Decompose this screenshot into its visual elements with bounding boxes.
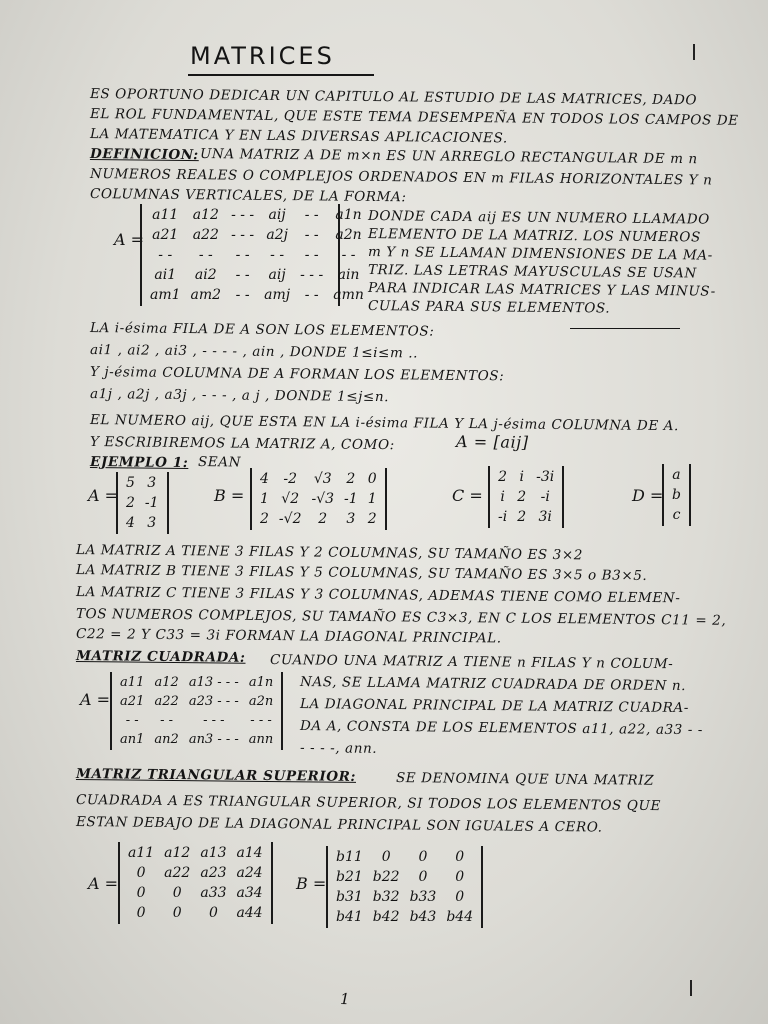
- matrix-cell: - -: [198, 247, 213, 263]
- stray-line: [570, 328, 680, 329]
- matrix-cell: 2: [346, 471, 356, 487]
- matrix-cell: ann: [248, 732, 274, 747]
- matrix-cell: 2: [367, 511, 377, 527]
- square-matrix-heading: MATRIZ CUADRADA:: [75, 648, 246, 666]
- definition-side-line: ELEMENTO DE LA MATRIZ. LOS NUMEROS: [367, 226, 701, 246]
- matrix-label: A =: [114, 230, 145, 249]
- column-elements: a1j , a2j , a3j , - - - , a j , DONDE 1≤j≤n.: [89, 386, 390, 406]
- matrix-cell: - -: [304, 247, 319, 263]
- example-text-line: LA MATRIZ A TIENE 3 FILAS Y 2 COLUMNAS, SU TAMAÑO ES 3×2: [75, 542, 584, 564]
- matrix-cell: ai2: [194, 267, 217, 283]
- matrix-cell: - -: [235, 287, 250, 303]
- matrix-cell: a11: [120, 675, 145, 690]
- upper-triangular-matrix-a: [118, 842, 273, 924]
- matrix-cell: - - -: [300, 267, 324, 283]
- matrix-cell: am2: [190, 287, 222, 303]
- matrix-b-label: B =: [214, 486, 245, 505]
- square-matrix-side: - - - -, ann.: [299, 740, 378, 757]
- matrix-cell: a44: [236, 905, 263, 921]
- matrix-cell: a34: [236, 885, 263, 901]
- matrix-cell: 0: [381, 849, 391, 865]
- matrix-cell: -i: [540, 489, 550, 505]
- matrix-cell: 1: [260, 491, 269, 507]
- matrix-cell: b42: [372, 909, 400, 925]
- triangular-line: SE DENOMINA QUE UNA MATRIZ: [395, 770, 655, 789]
- matrix-cell: b44: [446, 909, 474, 925]
- example-text-line: LA MATRIZ C TIENE 3 FILAS Y 3 COLUMNAS, ADEMAS TIENE COMO ELEMEN-: [75, 584, 681, 607]
- matrix-cell: b33: [409, 889, 437, 905]
- matrix-cell: - -: [235, 267, 250, 283]
- matrix-cell: b11: [336, 849, 363, 865]
- definition-line: COLUMNAS VERTICALES, DE LA FORMA:: [89, 186, 407, 206]
- matrix-cell: b31: [336, 889, 363, 905]
- matrix-cell: -1: [144, 495, 159, 511]
- matrix-cell: - -: [158, 247, 173, 263]
- square-matrix: [110, 672, 283, 750]
- matrix-cell: aij: [268, 207, 286, 223]
- matrix-cell: - -: [235, 247, 250, 263]
- margin-mark: [693, 44, 695, 60]
- matrix-cell: 0: [172, 885, 182, 901]
- matrix-cell: 0: [455, 849, 465, 865]
- example-sean: SEAN: [197, 454, 242, 471]
- square-matrix-label: A =: [80, 690, 111, 709]
- definition-side-line: PARA INDICAR LAS MATRICES Y LAS MINUS-: [367, 280, 716, 300]
- matrix-cell: -3i: [536, 469, 555, 485]
- matrix-cell: ain: [337, 267, 360, 283]
- matrix-cell: 0: [367, 471, 377, 487]
- intro-line: EL ROL FUNDAMENTAL, QUE ESTE TEMA DESEMPEÑA EN TODOS LOS CAMPOS DE: [89, 106, 739, 129]
- definition-line: NUMEROS REALES O COMPLEJOS ORDENADOS EN m FILAS HORIZONTALES Y n: [89, 166, 713, 189]
- matrix-cell: -√3: [311, 491, 335, 507]
- matrix-cell: 4: [260, 471, 269, 487]
- matrix-cell: a23 - - -: [188, 694, 239, 709]
- matrix-cell: a12: [154, 675, 179, 690]
- row-elements: ai1 , ai2 , ai3 , - - - - , ain , DONDE 1≤i≤m ..: [89, 342, 419, 362]
- matrix-cell: a: [672, 467, 681, 483]
- column-description: Y j-ésima COLUMNA DE A FORMAN LOS ELEMENTOS:: [89, 364, 505, 385]
- element-description: EL NUMERO aij, QUE ESTA EN LA i-ésima FILA Y LA j-ésima COLUMNA DE A.: [89, 412, 680, 435]
- matrix-cell: - -: [125, 713, 139, 728]
- example-matrix-d: [662, 464, 691, 526]
- definition-side-line: TRIZ. LAS LETRAS MAYUSCULAS SE USAN: [367, 262, 697, 282]
- triangular-line: CUADRADA A ES TRIANGULAR SUPERIOR, SI TODOS LOS ELEMENTOS QUE: [75, 792, 662, 815]
- matrix-cell: a33: [200, 885, 227, 901]
- matrix-cell: a12: [164, 845, 191, 861]
- matrix-notation: A = [aij]: [455, 432, 529, 452]
- intro-line: LA MATEMATICA Y EN LAS DIVERSAS APLICACIONES.: [89, 126, 508, 147]
- matrix-cell: a22: [192, 227, 219, 243]
- matrix-cell: 0: [136, 905, 146, 921]
- matrix-cell: a24: [236, 865, 263, 881]
- triangular-matrix-b: [326, 846, 483, 928]
- matrix-cell: a2j: [266, 227, 288, 243]
- example-text-line: TOS NUMEROS COMPLEJOS, SU TAMAÑO ES C3×3, EN C LOS ELEMENTOS C11 = 2,: [75, 606, 727, 629]
- square-matrix-side: NAS, SE LLAMA MATRIZ CUADRADA DE ORDEN n.: [299, 674, 687, 695]
- general-matrix: [140, 204, 364, 306]
- matrix-cell: a21: [120, 694, 145, 709]
- matrix-cell: a12: [192, 207, 219, 223]
- matrix-cell: a11: [152, 207, 179, 223]
- matrix-cell: an3 - - -: [188, 732, 239, 747]
- matrix-c-label: C =: [452, 486, 483, 505]
- matrix-cell: aij: [268, 267, 286, 283]
- matrix-cell: i: [519, 469, 524, 485]
- matrix-cell: ai1: [154, 267, 177, 283]
- matrix-cell: 0: [136, 885, 146, 901]
- matrix-cell: b43: [409, 909, 437, 925]
- example-matrix-b: [250, 468, 387, 530]
- matrix-cell: a22: [154, 694, 179, 709]
- matrix-cell: 0: [172, 905, 182, 921]
- matrix-cell: 0: [455, 889, 465, 905]
- matrix-a-label: A =: [88, 486, 119, 505]
- matrix-cell: 4: [126, 515, 135, 531]
- matrix-cell: 3i: [538, 509, 552, 525]
- matrix-d-label: D =: [632, 486, 664, 505]
- matrix-cell: b41: [336, 909, 363, 925]
- matrix-cell: 0: [455, 869, 465, 885]
- matrix-cell: b21: [336, 869, 363, 885]
- matrix-cell: a2n: [335, 227, 362, 243]
- definition-line: UNA MATRIZ A DE m×n ES UN ARREGLO RECTANGULAR DE m n: [199, 146, 698, 168]
- matrix-cell: a14: [236, 845, 263, 861]
- definition-side-line: m Y n SE LLAMAN DIMENSIONES DE LA MA-: [367, 244, 713, 264]
- matrix-cell: - -: [341, 247, 356, 263]
- matrix-cell: 0: [418, 869, 428, 885]
- matrix-cell: 3: [346, 511, 356, 527]
- matrix-cell: √2: [281, 491, 300, 507]
- matrix-cell: 2: [517, 489, 527, 505]
- matrix-cell: 3: [147, 475, 157, 491]
- example-heading: EJEMPLO 1:: [89, 454, 189, 472]
- triangular-line: ESTAN DEBAJO DE LA DIAGONAL PRINCIPAL SON IGUALES A CERO.: [75, 814, 603, 836]
- matrix-cell: - -: [304, 287, 319, 303]
- matrix-cell: am1: [150, 287, 181, 303]
- example-matrix-a: [116, 472, 169, 534]
- matrix-cell: 2: [498, 469, 508, 485]
- matrix-cell: -1: [344, 491, 358, 507]
- matrix-cell: a22: [164, 865, 191, 881]
- triangular-a-label: A =: [88, 874, 119, 893]
- matrix-cell: -i: [498, 509, 508, 525]
- margin-mark: [690, 980, 692, 996]
- matrix-cell: i: [500, 489, 505, 505]
- matrix-cell: 5: [126, 475, 135, 491]
- definition-side-line: CULAS PARA SUS ELEMENTOS.: [367, 298, 611, 317]
- page-title: MATRICES: [190, 42, 335, 70]
- row-description: LA i-ésima FILA DE A SON LOS ELEMENTOS:: [89, 320, 435, 340]
- notation-intro: Y ESCRIBIREMOS LA MATRIZ A, COMO:: [89, 434, 395, 454]
- matrix-cell: a13 - - -: [188, 675, 239, 690]
- matrix-cell: 3: [147, 515, 157, 531]
- matrix-cell: 2: [517, 509, 527, 525]
- matrix-cell: 2: [318, 511, 328, 527]
- matrix-cell: a23: [200, 865, 227, 881]
- intro-line: ES OPORTUNO DEDICAR UN CAPITULO AL ESTUDIO DE LAS MATRICES, DADO: [89, 86, 698, 109]
- definition-side-line: DONDE CADA aij ES UN NUMERO LLAMADO: [367, 208, 710, 228]
- matrix-cell: - -: [304, 227, 319, 243]
- triangular-b-label: B =: [296, 874, 327, 893]
- matrix-cell: a21: [152, 227, 179, 243]
- matrix-cell: an1: [120, 732, 145, 747]
- matrix-cell: - -: [160, 713, 174, 728]
- matrix-cell: 0: [136, 865, 146, 881]
- matrix-cell: - - -: [250, 713, 272, 728]
- matrix-cell: an2: [154, 732, 179, 747]
- matrix-cell: amn: [333, 287, 364, 303]
- matrix-cell: - - -: [231, 227, 255, 243]
- square-matrix-side: LA DIAGONAL PRINCIPAL DE LA MATRIZ CUADRA-: [299, 696, 690, 717]
- example-text-line: C22 = 2 Y C33 = 3i FORMAN LA DIAGONAL PRINCIPAL.: [75, 626, 502, 647]
- square-matrix-line: CUANDO UNA MATRIZ A TIENE n FILAS Y n COLUM-: [269, 652, 674, 673]
- matrix-cell: - -: [270, 247, 285, 263]
- matrix-cell: c: [672, 507, 681, 523]
- example-text-line: LA MATRIZ B TIENE 3 FILAS Y 5 COLUMNAS, SU TAMAÑO ES 3×5 o B3×5.: [75, 562, 648, 584]
- matrix-cell: - - -: [203, 713, 225, 728]
- matrix-cell: a1n: [248, 675, 274, 690]
- matrix-cell: a11: [128, 845, 155, 861]
- matrix-cell: b22: [372, 869, 400, 885]
- matrix-cell: a1n: [335, 207, 362, 223]
- matrix-cell: - - -: [231, 207, 255, 223]
- square-matrix-side: DA A, CONSTA DE LOS ELEMENTOS a11, a22, a33 - -: [299, 718, 704, 739]
- matrix-cell: amj: [264, 287, 291, 303]
- matrix-cell: a13: [200, 845, 227, 861]
- page-number: 1: [339, 990, 351, 1009]
- matrix-cell: 2: [260, 511, 269, 527]
- matrix-cell: b: [672, 487, 681, 503]
- definition-heading: DEFINICION:: [89, 146, 199, 164]
- matrix-cell: 0: [418, 849, 428, 865]
- matrix-cell: 1: [367, 491, 377, 507]
- matrix-cell: 0: [208, 905, 218, 921]
- triangular-heading: MATRIZ TRIANGULAR SUPERIOR:: [75, 766, 357, 785]
- matrix-cell: b32: [372, 889, 400, 905]
- matrix-cell: √3: [313, 471, 332, 487]
- matrix-cell: -√2: [278, 511, 302, 527]
- title-underline: [188, 74, 374, 76]
- matrix-cell: -2: [283, 471, 298, 487]
- matrix-cell: - -: [304, 207, 319, 223]
- example-matrix-c: [488, 466, 564, 528]
- matrix-cell: 2: [126, 495, 135, 511]
- matrix-cell: a2n: [248, 694, 274, 709]
